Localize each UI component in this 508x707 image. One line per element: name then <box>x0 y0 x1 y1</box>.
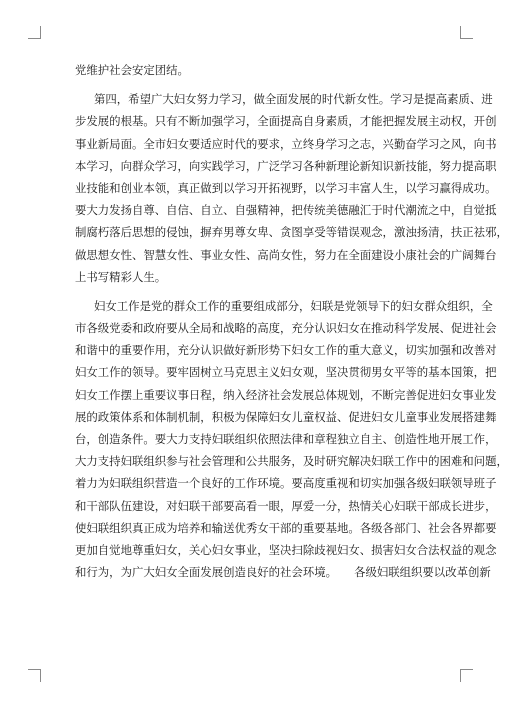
paragraph-line: 做思想女性、智慧女性、事业女性、高尚女性，努力在全面建设小康社会的广阔舞台 <box>75 247 497 262</box>
paragraph-line: 事业新局面。全市妇女要适应时代的要求，立终身学习之志，兴勤奋学习之风，向书 <box>75 136 497 151</box>
document-body <box>75 59 508 583</box>
paragraph-line: 要大力发扬自尊、自信、自立、自强精神，把传统美德融汇于时代潮流之中，自觉抵 <box>75 203 497 218</box>
paragraph-line: 妇女工作是党的群众工作的重要组成部分，妇联是党领导下的妇女群众组织，全 <box>94 298 493 313</box>
crop-mark-top-left <box>28 26 41 39</box>
paragraph-line: 市各级党委和政府要从全局和战略的高度，充分认识妇女在推动科学发展、促进社会 <box>75 321 497 336</box>
crop-mark-bottom-left <box>28 669 41 682</box>
paragraph-line: 和谐中的重要作用，充分认识做好新形势下妇女工作的重大意义，切实加强和改善对 <box>75 343 497 358</box>
paragraph-line: 展的政策体系和体制机制，积极为保障妇女儿童权益、促进妇女儿童事业发展搭建舞 <box>75 409 497 424</box>
paragraph-gap <box>75 288 431 295</box>
paragraph-line: 更加自觉地尊重妇女，关心妇女事业，坚决扫除歧视妇女、损害妇女合法权益的观念 <box>75 542 497 557</box>
paragraph-gap <box>75 81 431 88</box>
paragraph-line: 着力为妇联组织营造一个良好的工作环境。要高度重视和切实加强各级妇联领导班子 <box>75 476 497 491</box>
paragraph-line: 和行为，为广大妇女全面发展创造良好的社会环境。 各级妇联组织要以改革创新 <box>75 565 491 580</box>
paragraph-line: 妇女工作摆上重要议事日程，纳入经济社会发展总体规划，不断完善促进妇女事业发 <box>75 387 497 402</box>
paragraph-line: 第四，希望广大妇女努力学习，做全面发展的时代新女性。学习是提高素质、进 <box>94 92 493 107</box>
paragraph-line: 党维护社会安定团结。 <box>75 63 189 77</box>
paragraph-line: 本学习，向群众学习，向实践学习，广泛学习各种新理论新知识新技能，努力提高职 <box>75 158 497 173</box>
crop-mark-bottom-right <box>460 669 473 682</box>
crop-mark-top-right <box>460 26 473 39</box>
paragraph-line: 上书写精彩人生。 <box>75 269 167 284</box>
paragraph-line: 制腐朽落后思想的侵蚀，摒弃男尊女卑、贪图享受等错误观念，激浊扬清，扶正祛邪， <box>75 225 508 240</box>
paragraph-line: 业技能和创业本领，真正做到以学习开拓视野，以学习丰富人生，以学习赢得成功。 <box>75 180 497 195</box>
paragraph-line: 使妇联组织真正成为培养和输送优秀女干部的重要基地。各级各部门、社会各界都要 <box>75 520 497 535</box>
paragraph-line: 妇女工作的领导。要牢固树立马克思主义妇女观，坚决贯彻男女平等的基本国策，把 <box>75 365 497 380</box>
paragraph-line: 步发展的根基。只有不断加强学习，全面提高自身素质，才能把握发展主动权，开创 <box>75 114 497 129</box>
paragraph-line: 和干部队伍建设，对妇联干部要高看一眼，厚爱一分，热情关心妇联干部成长进步， <box>75 498 497 513</box>
paragraph-line: 大力支持妇联组织参与社会管理和公共服务，及时研究解决妇联工作中的困难和问题， <box>75 454 508 469</box>
paragraph-line: 台，创造条件。要大力支持妇联组织依照法律和章程独立自主、创造性地开展工作， <box>75 432 497 446</box>
